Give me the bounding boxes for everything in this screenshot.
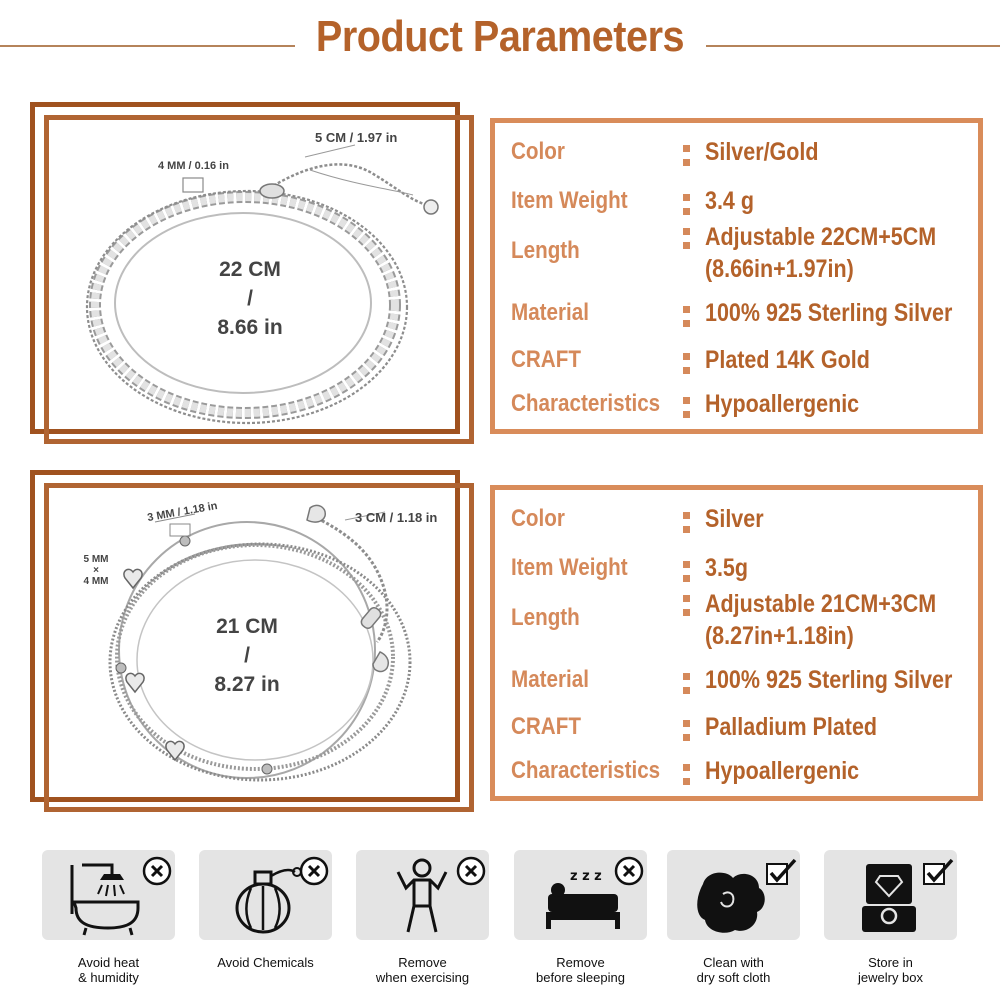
care-item-store [824, 850, 957, 985]
colon [683, 350, 690, 381]
allowed-check-icon [765, 858, 797, 886]
colon [683, 394, 690, 425]
spec-value: 100% 925 Sterling Silver [705, 666, 953, 694]
spec-value: Hypoallergenic [705, 757, 860, 785]
colon [683, 670, 690, 701]
colon [683, 558, 690, 589]
care-tile [199, 850, 332, 940]
length-in: 8.27 in [214, 673, 280, 696]
spec-label: Color [511, 138, 565, 165]
svg-text:z z z: z z z [570, 869, 602, 884]
care-label: Remove when exercising [375, 955, 470, 985]
spec-value: 3.4 g [705, 187, 755, 215]
spec-label: Length [511, 604, 580, 631]
spec-label: Length [511, 237, 580, 264]
colon [683, 717, 690, 748]
product-2-spec-table [490, 485, 983, 801]
heart-measure [79, 554, 113, 587]
colon [683, 761, 690, 792]
spec-label: Material [511, 666, 590, 693]
spec-row-length [495, 588, 978, 652]
heart-height: 5 MM [83, 554, 109, 565]
spec-value: Silver/Gold [705, 138, 819, 166]
care-label: Clean with dry soft cloth [696, 955, 771, 985]
spec-value-secondary: (8.27in+1.18in) [705, 622, 854, 650]
care-label: Remove before sleeping [536, 955, 625, 985]
forbidden-icon [456, 856, 486, 886]
care-label: Store in jewelry box [857, 955, 924, 985]
length-separator: / [244, 644, 250, 667]
spec-value: Adjustable 22CM+5CM [705, 223, 937, 251]
spec-row-material [495, 664, 978, 704]
spec-value-secondary: (8.66in+1.97in) [705, 255, 854, 283]
spec-row-length [495, 221, 978, 285]
care-tile [667, 850, 800, 940]
spec-row-color [495, 503, 978, 543]
bead-measure: 3 MM / 1.18 in [146, 499, 219, 525]
spec-value: Silver [705, 505, 764, 533]
spec-value: Hypoallergenic [705, 390, 860, 418]
care-tile [514, 850, 647, 940]
spec-row-weight [495, 185, 978, 225]
spec-label: Item Weight [511, 554, 628, 581]
spec-value: Plated 14K Gold [705, 346, 870, 374]
care-label: Avoid Chemicals [217, 955, 314, 970]
product-1-spec-table [490, 118, 983, 434]
spec-label: Color [511, 505, 565, 532]
colon [683, 225, 690, 256]
heart-width: 4 MM [83, 576, 109, 587]
product-1-image [55, 125, 465, 435]
product-2-image [55, 492, 465, 804]
allowed-check-icon [922, 858, 954, 886]
care-item-exercising [356, 850, 489, 985]
care-tile [824, 850, 957, 940]
forbidden-icon [299, 856, 329, 886]
extension-measure: 5 CM / 1.97 in [315, 130, 398, 145]
spec-value: Adjustable 21CM+3CM [705, 590, 937, 618]
spec-row-color [495, 136, 978, 176]
care-item-clean [667, 850, 800, 985]
care-item-chemicals [199, 850, 332, 970]
spec-row-material [495, 297, 978, 337]
spec-value: 3.5g [705, 554, 749, 582]
colon [683, 592, 690, 623]
spec-row-characteristics [495, 755, 978, 795]
length-measure [177, 612, 317, 699]
length-cm: 22 CM [219, 258, 281, 281]
care-item-heat [42, 850, 175, 985]
care-tile [42, 850, 175, 940]
spec-label: Characteristics [511, 390, 661, 417]
width-measure: 4 MM / 0.16 in [158, 160, 229, 172]
spec-label: CRAFT [511, 346, 581, 373]
spec-row-craft [495, 711, 978, 751]
length-in: 8.66 in [217, 316, 283, 339]
spec-label: Material [511, 299, 590, 326]
forbidden-icon [614, 856, 644, 886]
spec-value: Palladium Plated [705, 713, 878, 741]
care-item-sleeping [514, 850, 647, 985]
spec-row-characteristics [495, 388, 978, 428]
title-rule-right [706, 45, 1000, 47]
spec-label: Item Weight [511, 187, 628, 214]
heart-times: × [93, 565, 99, 576]
page-title: Product Parameters [315, 12, 685, 61]
extension-measure: 3 CM / 1.18 in [355, 510, 438, 525]
length-cm: 21 CM [216, 615, 278, 638]
colon [683, 191, 690, 222]
spec-label: Characteristics [511, 757, 661, 784]
length-separator: / [247, 287, 253, 310]
colon [683, 509, 690, 540]
colon [683, 142, 690, 173]
forbidden-icon [142, 856, 172, 886]
care-tile [356, 850, 489, 940]
colon [683, 303, 690, 334]
length-measure [180, 255, 320, 342]
spec-value: 100% 925 Sterling Silver [705, 299, 953, 327]
spec-label: CRAFT [511, 713, 581, 740]
spec-row-weight [495, 552, 978, 592]
spec-row-craft [495, 344, 978, 384]
care-label: Avoid heat & humidity [77, 955, 140, 985]
